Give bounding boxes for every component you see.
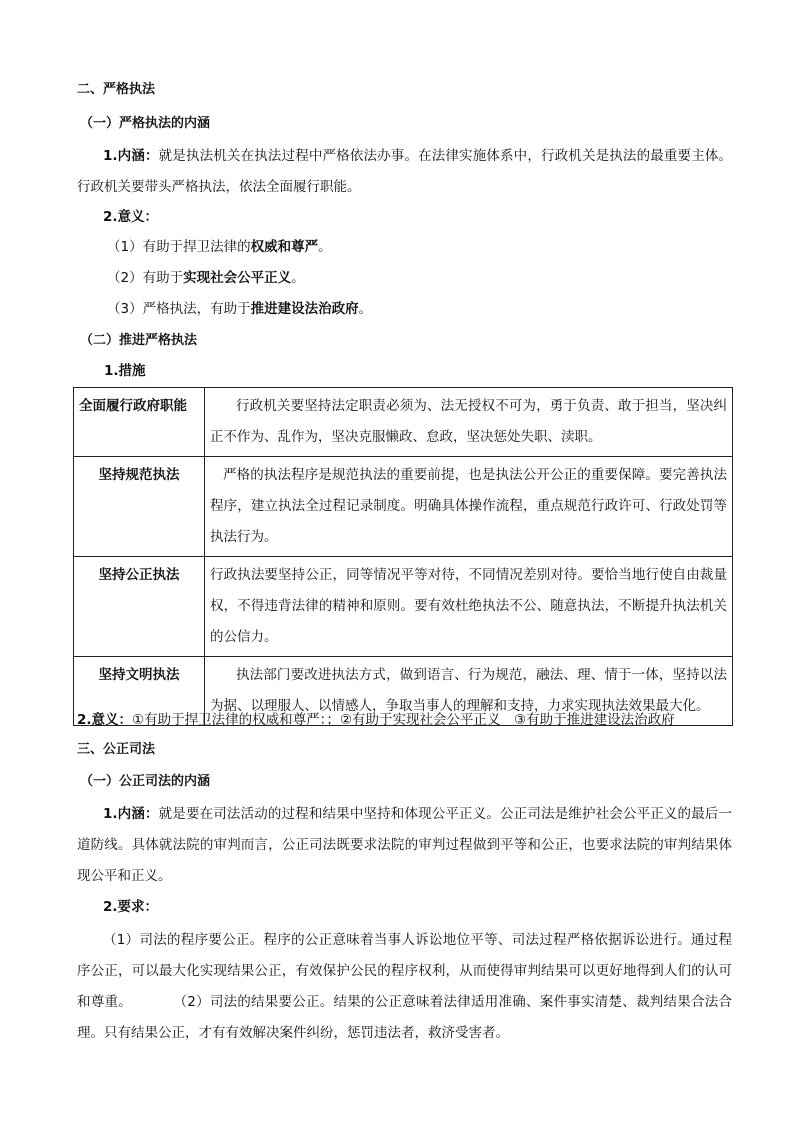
significance-point-1: （1）有助于捍卫法律的权威和尊严。 xyxy=(107,239,332,255)
significance-point-3: （3）严格执法，有助于推进建设法治政府。 xyxy=(107,301,373,317)
section-3-sub1-title: （一）公正司法的内涵 xyxy=(80,774,211,789)
table-row xyxy=(74,457,733,557)
table-row xyxy=(74,557,733,657)
measure-label: 坚持公正执法 xyxy=(74,557,205,657)
significance-summary: 2.意义：①有助于捍卫法律的权威和尊严：；②有助于实现社会公平正义 ③有助于推进建设法治政府 xyxy=(77,712,675,728)
requirements-paragraph: （1）司法的程序要公正。程序的公正意味着当事人诉讼地位平等、司法过程严格依据诉讼进行。通过程序公正，可以最大化实现结果公正，有效保护公民的程序权利，从而使得审判结果可以更好地得到人们的认可和尊重。 （2）司法的结果要公正。结果的公正意味着法律适用准确、案件事实清楚、裁判结果合法合理。只有结果公正，才有有效解决案件纠纷，惩罚违法者，救济受害者。 xyxy=(77,932,732,1041)
measure-label: 坚持文明执法 xyxy=(74,657,205,726)
measures-table xyxy=(73,387,733,726)
section-2-sub1-title: （一）严格执法的内涵 xyxy=(80,116,211,131)
requirements-heading: 2.要求： xyxy=(103,899,159,915)
definition-paragraph xyxy=(77,141,732,203)
measure-label: 坚持规范执法 xyxy=(74,457,205,557)
measure-content: 行政机关要坚持法定职责必须为、法无授权不可为，勇于负责、敢于担当，坚决纠正不作为、乱作为，坚决克服懒政、怠政，坚决惩处失职、渎职。 xyxy=(205,388,733,457)
measure-content: 行政执法要坚持公正，同等情况平等对待，不同情况差别对待。要恰当地行使自由裁量权，不得违背法律的精神和原则。要有效杜绝执法不公、随意执法，不断提升执法机关的公信力。 xyxy=(205,557,733,657)
significance-heading: 2.意义： xyxy=(103,209,159,225)
section-2-sub2-title: （二）推进严格执法 xyxy=(80,333,198,348)
measure-content: 严格的执法程序是规范执法的重要前提，也是执法公开公正的重要保障。要完善执法程序，建立执法全过程记录制度。明确具体操作流程，重点规范行政许可、行政处罚等执法行为。 xyxy=(205,457,733,557)
definition-label: 1.内涵： xyxy=(103,148,159,164)
section-2-title: 二、严格执法 xyxy=(77,82,156,97)
justice-definition-paragraph: 1.内涵：就是要在司法活动的过程和结果中坚持和体现公平正义。公正司法是维护社会公平正义的最后一道防线。具体就法院的审判而言，公正司法既要求法院的审判过程做到平等和公正，也要求法院的审判结果体现公平和正义。 xyxy=(77,806,733,884)
section-3-title: 三、公正司法 xyxy=(77,742,156,757)
significance-point-2: （2）有助于实现社会公平正义。 xyxy=(107,270,305,286)
definition-text: 就是执法机关在执法过程中严格依法办事。在法律实施体系中，行政机关是执法的最重要主体。行政机关要带头严格执法，依法全面履行职能。 xyxy=(77,148,733,195)
measure-label: 全面履行政府职能 xyxy=(74,388,205,457)
measure-content: 执法部门要改进执法方式，做到语言、行为规范，融法、理、情于一体，坚持以法为据、以理服人、以情感人，争取当事人的理解和支持，力求实现执法效果最大化。 xyxy=(205,657,733,726)
table-row xyxy=(74,388,733,457)
measures-heading: 1.措施 xyxy=(104,363,146,379)
